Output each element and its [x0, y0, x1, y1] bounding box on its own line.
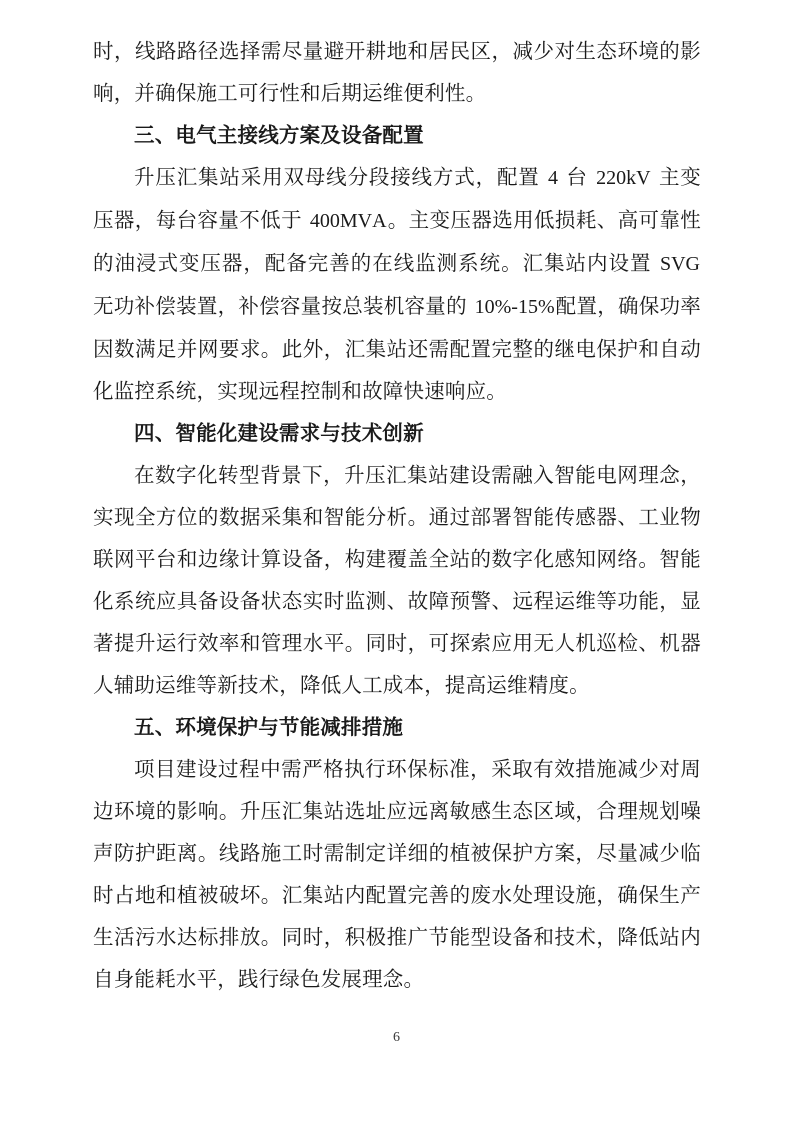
paragraph-intelligent-construction: 在数字化转型背景下，升压汇集站建设需融入智能电网理念，实现全方位的数据采集和智能分析。通过部署智能传感器、工业物联网平台和边缘计算设备，构建覆盖全站的数字化感知网络。智能化系统应具备设备状态实时监测、故障预警、远程运维等功能，显著提升运行效率和管理水平。同时，可探索应用无人机巡检、机器人辅助运维等新技术，降低人工成本，提高运维精度。: [93, 463, 701, 697]
latin-run: 4: [548, 167, 559, 189]
section-heading-four: 四、智能化建设需求与技术创新: [134, 421, 424, 445]
page-text-body: [93, 30, 701, 1000]
section-heading-three: 三、电气主接线方案及设备配置: [134, 123, 424, 147]
latin-run: 400MVA: [309, 210, 387, 232]
page-number: 6: [393, 1030, 400, 1045]
section-heading-five: 五、环境保护与节能减排措施: [134, 715, 404, 739]
paragraph-electrical-main-wiring: 升压汇集站采用双母线分段接线方式，配置 4 台 220kV 主变压器，每台容量不低于 400MVA。主变压器选用低损耗、高可靠性的油浸式变压器，配备完善的在线监测系统。汇集站内设置 SVG 无功补偿装置，补偿容量按总装机容量的 10%-15%配置，确保功率因数满足并网要求。此外，汇集站还需配置完整的继电保护和自动化监控系统，实现远程控制和故障快速响应。: [93, 165, 702, 403]
latin-run: 220kV: [596, 167, 651, 189]
paragraph-continued-intro: 时，线路路径选择需尽量避开耕地和居民区，减少对生态环境的影响，并确保施工可行性和后期运维便利性。: [93, 39, 701, 105]
paragraph-environmental-protection: 项目建设过程中需严格执行环保标准，采取有效措施减少对周边环境的影响。升压汇集站选址应远离敏感生态区域，合理规划噪声防护距离。线路施工时需制定详细的植被保护方案，尽量减少临时占地和植被破坏。汇集站内配置完善的废水处理设施，确保生产生活污水达标排放。同时，积极推广节能型设备和技术，降低站内自身能耗水平，践行绿色发展理念。: [93, 757, 701, 991]
latin-run: 10%-15%: [474, 296, 555, 318]
latin-run: SVG: [659, 253, 700, 275]
